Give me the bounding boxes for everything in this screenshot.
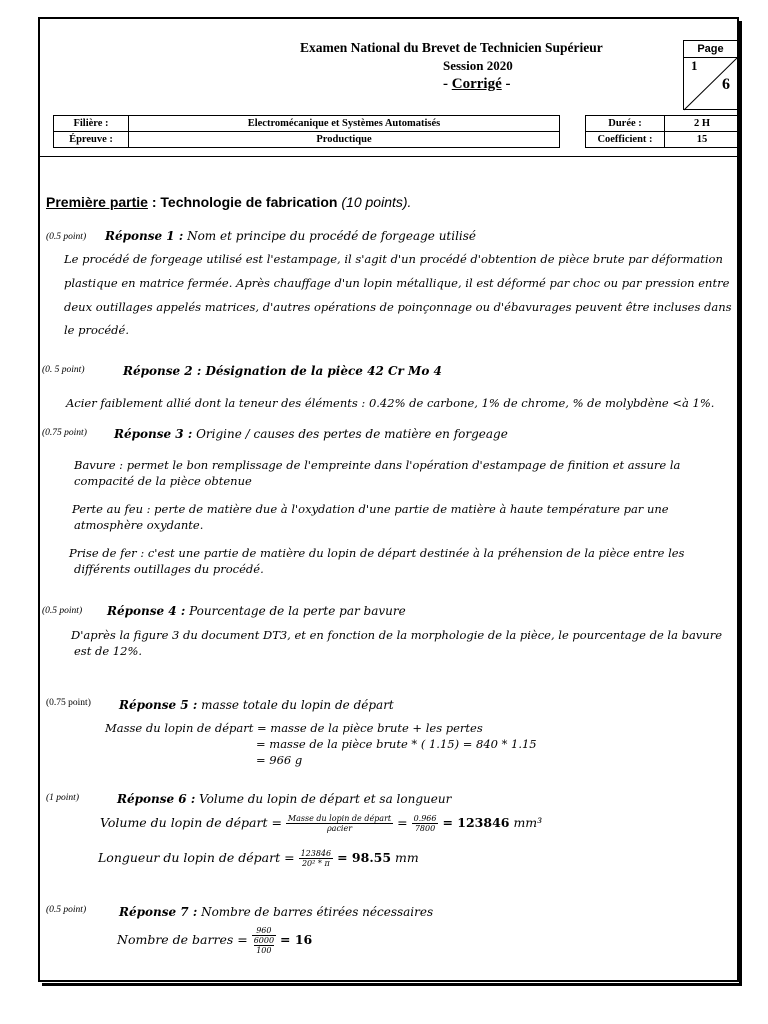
section-title: Première partie : Technologie de fabrication (10 points). [46, 194, 412, 210]
page-total: 6 [722, 76, 730, 93]
q3-bavure: Bavure : permet le bon remplissage de l'empreinte dans l'opération d'estampage de finition et assure la [74, 458, 681, 472]
duree-label: Durée : [586, 116, 665, 132]
q2-heading: Réponse 2 : Désignation de la pièce 42 Cr Mo 4 [123, 364, 442, 378]
filiere-value: Electromécanique et Systèmes Automatisés [129, 116, 560, 132]
corrige-label: - Corrigé - [443, 76, 511, 92]
q6-points: (1 point) [46, 793, 79, 803]
q5-points: (0.75 point) [46, 698, 91, 708]
page-box-label: Page [684, 41, 737, 58]
info-table-right [585, 115, 740, 148]
q3-prise-fer: Prise de fer : c'est une partie de matière du lopin de départ destinée à la préhension de la pièce entre les [69, 546, 685, 560]
q3-prise-fer: différents outillages du procédé. [74, 562, 264, 576]
q4-heading: Réponse 4 : Pourcentage de la perte par bavure [107, 604, 406, 618]
q1-answer-line: Le procédé de forgeage utilisé est l'estampage, il s'agit d'un procédé d'obtention de pièce brute par déformation [64, 252, 723, 266]
q5-line: = masse de la pièce brute * ( 1.15) = 840 * 1.15 [256, 737, 537, 751]
epreuve-label: Épreuve : [54, 132, 129, 148]
duree-value: 2 H [665, 116, 740, 132]
q7-formula: Nombre de barres = 960 6000 100 = 16 [117, 926, 313, 955]
q3-heading: Réponse 3 : Origine / causes des pertes de matière en forgeage [114, 427, 508, 441]
q2-points: (0. 5 point) [42, 365, 85, 375]
frame-shadow-right [739, 21, 742, 986]
q5-line: = 966 g [256, 753, 303, 767]
exam-title: Examen National du Brevet de Technicien Supérieur [300, 40, 603, 55]
q6-volume-formula: Volume du lopin de départ = $\frac{\text{Masse du lopin de départ}}{\text{ρacier}}$ = $\frac{0.966}{7800}$ = 123846 mm³ [100, 814, 543, 833]
q1-points: (0.5 point) [46, 232, 87, 242]
q7-heading: Réponse 7 : Nombre de barres étirées nécessaires [119, 905, 434, 919]
coef-value: 15 [665, 132, 740, 148]
q1-answer-line: plastique en matrice fermée. Après chauffage d'un lopin métallique, il est déformé par choc ou par pression entre [64, 276, 730, 290]
q2-answer: Acier faiblement allié dont la teneur des éléments : 0.42% de carbone, 1% de chrome, % de molybdène <à 1%. [66, 396, 715, 410]
q6-length-formula: Longueur du lopin de départ = $\frac{123846}{\text{20² * π}}$ = 98.55 mm [98, 849, 419, 868]
q3-perte-feu: Perte au feu : perte de matière due à l'oxydation d'une partie de matière à haute température par une [72, 502, 669, 516]
epreuve-value: Productique [129, 132, 560, 148]
frame-shadow [42, 983, 742, 986]
q5-heading: Réponse 5 : masse totale du lopin de départ [119, 698, 394, 712]
q3-bavure: compacité de la pièce obtenue [74, 474, 252, 488]
q4-answer-line: est de 12%. [74, 644, 143, 658]
session-label: Session 2020 [443, 58, 513, 73]
page-number: 1 [691, 58, 698, 73]
q7-points: (0.5 point) [46, 905, 87, 915]
q4-points: (0.5 point) [42, 606, 83, 616]
q4-answer-line: D'après la figure 3 du document DT3, et en fonction de la morphologie de la pièce, le pourcentage de la bavure [71, 628, 723, 642]
q1-answer-line: deux outillages appelés matrices, d'autres opérations de poinçonnage ou d'ébavurages peuvent être incluses dans [64, 300, 732, 314]
q3-points: (0.75 point) [42, 428, 87, 438]
q1-answer-line: le procédé. [64, 323, 129, 337]
q5-line: Masse du lopin de départ = masse de la pièce brute + les pertes [105, 721, 483, 735]
info-table-left [53, 115, 560, 148]
filiere-label: Filière : [54, 116, 129, 132]
page-frame [38, 17, 739, 982]
q6-heading: Réponse 6 : Volume du lopin de départ et sa longueur [117, 792, 452, 806]
q1-heading: Réponse 1 : Nom et principe du procédé de forgeage utilisé [105, 229, 477, 243]
q3-perte-feu: atmosphère oxydante. [74, 518, 204, 532]
coef-label: Coefficient : [586, 132, 665, 148]
page-box [683, 40, 738, 110]
header-divider [40, 156, 738, 157]
